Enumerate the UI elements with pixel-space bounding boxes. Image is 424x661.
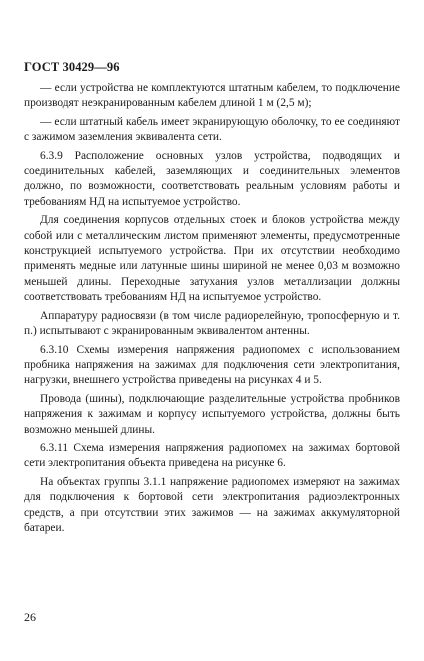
page-number: 26 bbox=[24, 610, 36, 624]
paragraph-shielded-cable: — если штатный кабель имеет экранирующую оболочку, то ее соединяют с зажимом заземления эквивалента сети. bbox=[24, 115, 400, 144]
document-header: ГОСТ 30429—96 bbox=[24, 60, 120, 74]
body-text bbox=[24, 81, 400, 539]
paragraph-unshielded-cable: — если устройства не комплектуются штатным кабелем, то подключение производят неэкранированным кабелем длиной 1 м (2,5 м); bbox=[24, 82, 400, 110]
paragraph-6-3-11: 6.3.11 Схема измерения напряжения радиопомех на зажимах бортовой сети электропитания объекта приведена на рисунке 6. bbox=[24, 441, 400, 470]
paragraph-6-3-10: 6.3.10 Схемы измерения напряжения радиопомех с использованием пробника напряжения на зажимах для подключения сети электропитания, нагрузки, внешнего устройства приведены на рисунках 4 и 5. bbox=[24, 343, 400, 387]
paragraph-6-3-9: 6.3.9 Расположение основных узлов устройства, подводящих и соединительных кабелей, заземляющих и соединительных элементов должно, по возможности, соответствовать реальным условиям работы и требованиям НД на испытуемое устройство. bbox=[24, 149, 400, 208]
paragraph-radio-equipment: Аппаратуру радиосвязи (в том числе радиорелейную, тропосферную и т. п.) испытывают с экранированным эквивалентом антенны. bbox=[24, 309, 400, 338]
paragraph-group-3-1-1: На объектах группы 3.1.1 напряжение радиопомех измеряют на зажимах для подключения к бортовой сети электропитания радиоэлектронных средств, а при отсутствии этих зажимов — на зажимах аккумуляторной батареи. bbox=[24, 475, 400, 534]
paragraph-housing-connection: Для соединения корпусов отдельных стоек и блоков устройства между собой или с металлическим листом применяют элементы, предусмотренные конструкцией испытуемого устройства. При их отсутствии необходимо применять медные или латунные шины шириной не менее 0,03 м возможно меньшей длины. Переходные затухания узлов металлизации должны соответствовать требованиям НД на испытуемое устройство. bbox=[24, 214, 400, 304]
paragraph-wires: Провода (шины), подключающие разделительные устройства пробников напряжения к зажимам и корпусу испытуемого устройства, должны быть возможно меньшей длины. bbox=[24, 392, 400, 436]
